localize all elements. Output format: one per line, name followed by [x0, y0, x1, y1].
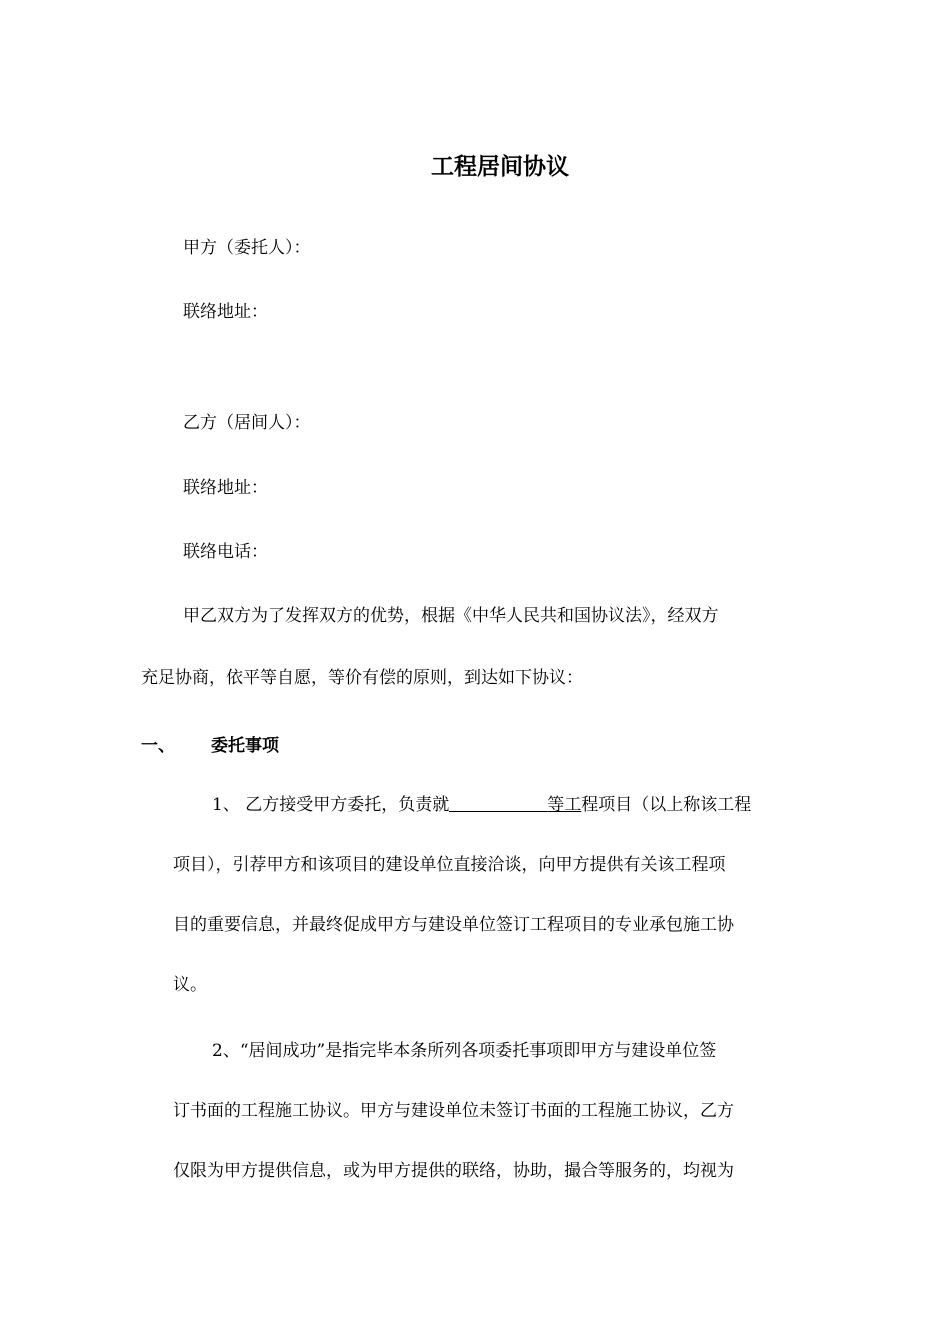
section-1-heading — [141, 731, 279, 756]
clause-1-underlined: 等工 — [547, 795, 582, 815]
clause-1-line-4: 议。 — [173, 975, 207, 995]
clause-1-line-2: 项目），引荐甲方和该项目的建设单位直接洽谈，向甲方提供有关该工程项 — [173, 855, 726, 875]
clause-2-line-3: 仅限为甲方提供信息，或为甲方提供的联络，协助，撮合等服务的，均视为 — [173, 1161, 734, 1181]
clause-1-line-1 — [212, 795, 751, 815]
project-name-blank — [449, 795, 547, 812]
party-b-phone-label: 联络电话： — [183, 542, 268, 562]
section-1-title: 委托事项 — [211, 736, 279, 756]
clause-1-suffix: 程项目（以上称该工程 — [581, 795, 752, 815]
clause-1-line-3: 目的重要信息，并最终促成甲方与建设单位签订工程项目的专业承包施工协 — [173, 915, 734, 935]
clause-2-line-1: 2、“居间成功”是指完毕本条所列各项委托事项即甲方与建设单位签 — [212, 1041, 717, 1061]
party-a-label: 甲方（委托人）： — [183, 238, 311, 258]
preamble-line-1: 甲乙双方为了发挥双方的优势，根据《中华人民共和国协议法》，经双方 — [183, 606, 719, 626]
section-1-number: 一、 — [141, 736, 175, 756]
document-title: 工程居间协议 — [431, 154, 569, 180]
party-b-label: 乙方（居间人）： — [183, 413, 311, 433]
party-b-address-label: 联络地址： — [183, 478, 268, 498]
clause-1-prefix: 1、 乙方接受甲方委托，负责就 — [212, 795, 450, 815]
party-a-address-label: 联络地址： — [183, 302, 268, 322]
clause-2-line-2: 订书面的工程施工协议。甲方与建设单位未签订书面的工程施工协议，乙方 — [173, 1101, 734, 1121]
preamble-line-2: 充足协商，依平等自愿，等价有偿的原则，到达如下协议： — [141, 668, 583, 688]
